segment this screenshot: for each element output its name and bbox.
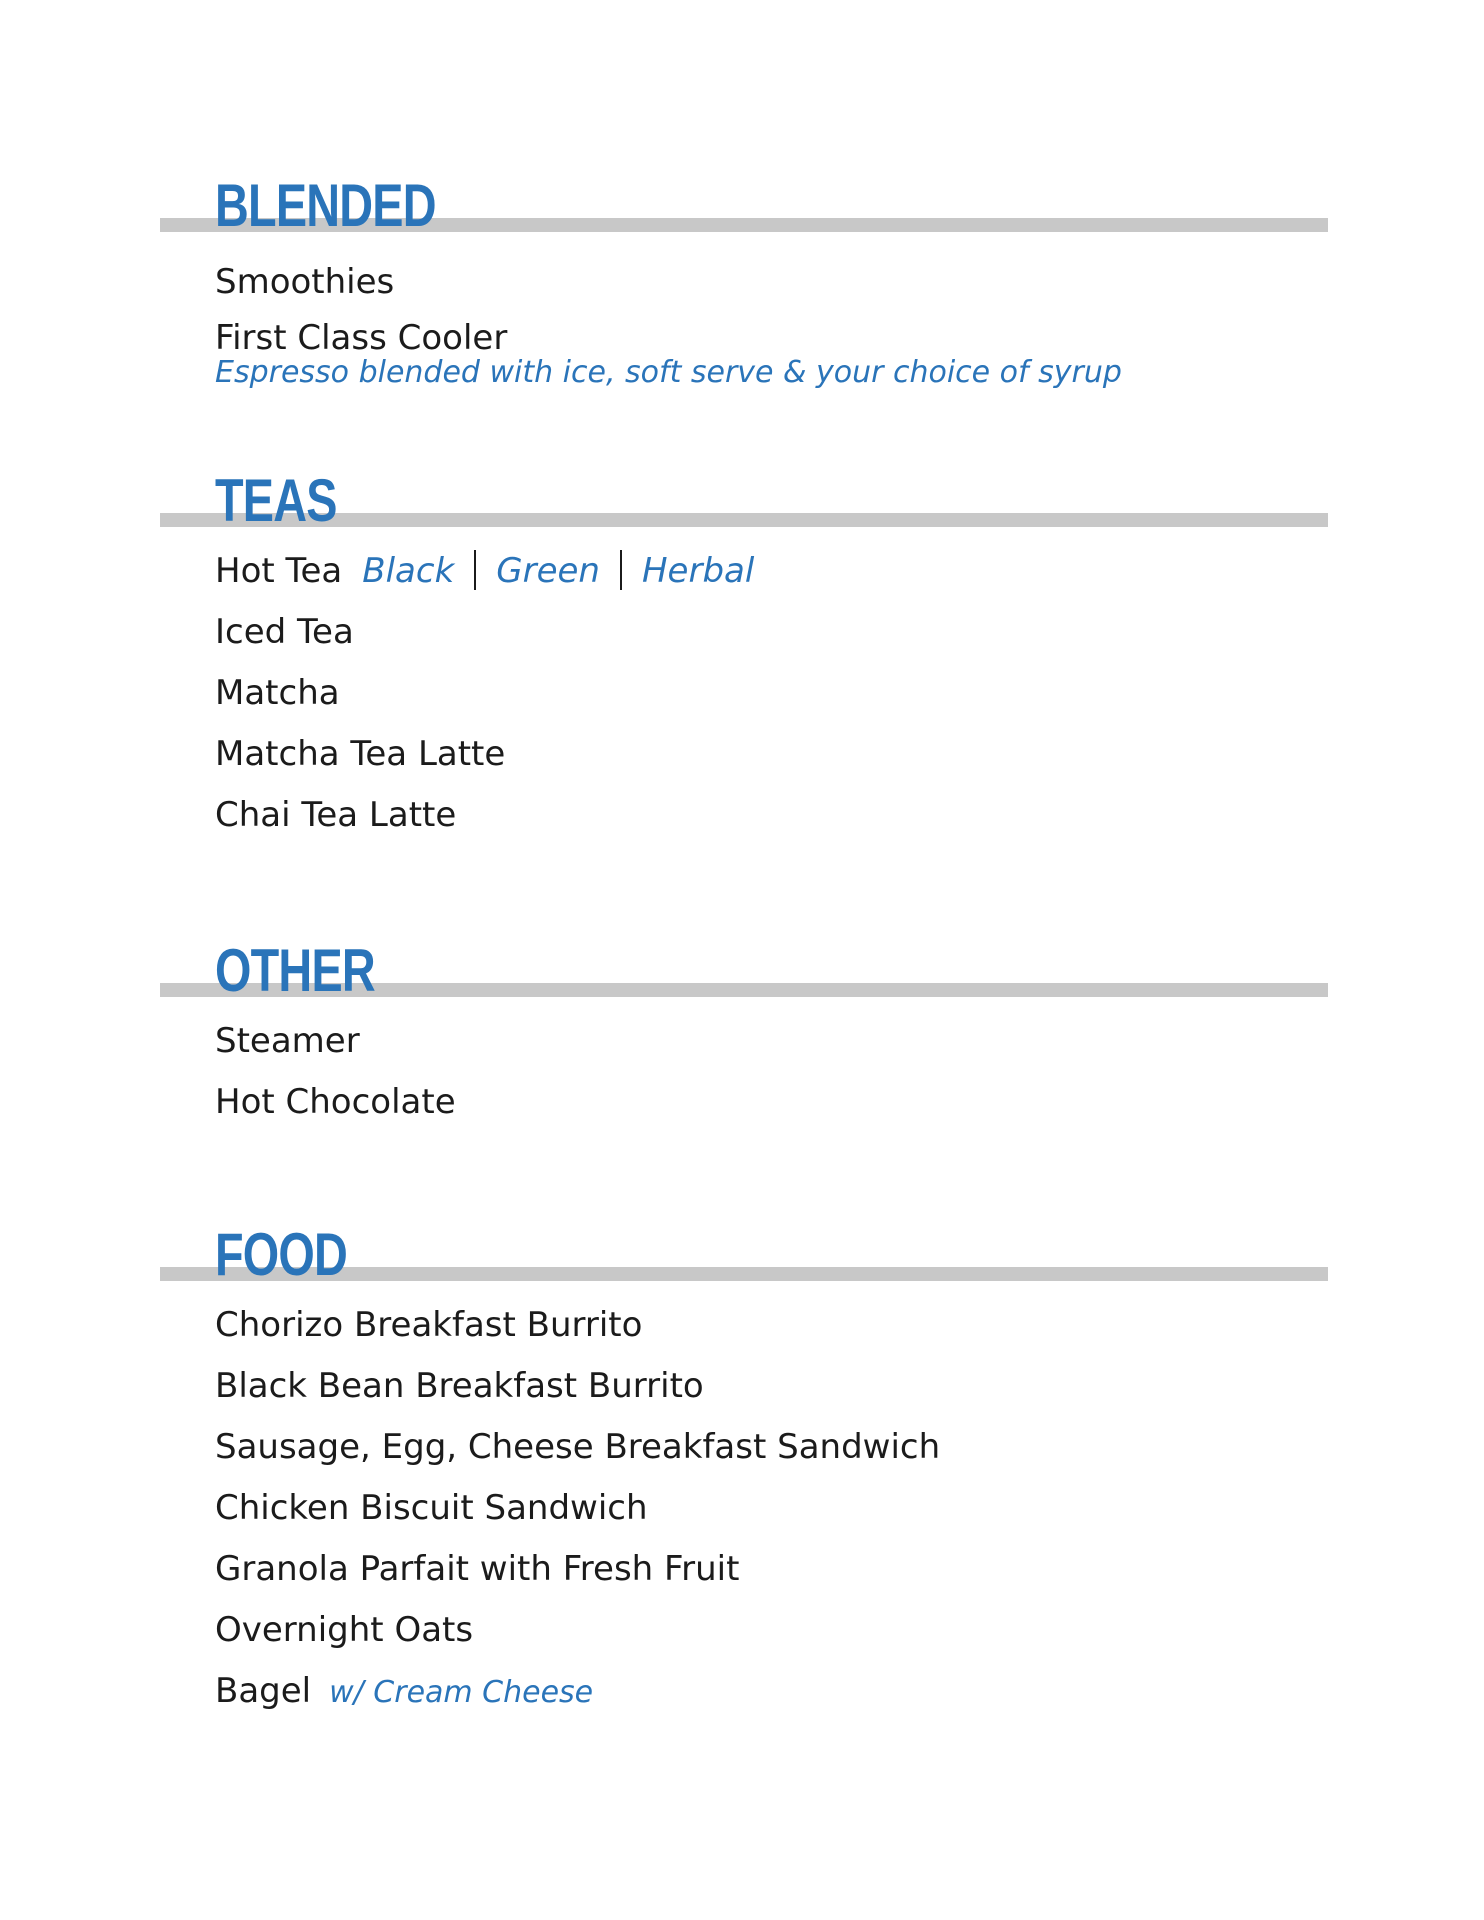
menu-item-hot-tea xyxy=(215,541,1328,602)
menu-list xyxy=(160,541,1328,846)
menu-item: Smoothies xyxy=(215,262,395,302)
option-separator xyxy=(620,550,622,590)
menu-item-label: Hot Tea xyxy=(215,551,343,591)
tea-option-green: Green xyxy=(496,551,600,591)
menu-item-bagel xyxy=(215,1661,1328,1723)
section-title: TEAS xyxy=(215,467,337,534)
section-food xyxy=(160,1199,1328,1723)
section-header xyxy=(160,150,1328,239)
menu-item: Chai Tea Latte xyxy=(215,795,457,835)
menu-item: Steamer xyxy=(215,1021,360,1061)
menu-item: Overnight Oats xyxy=(215,1610,474,1650)
section-title: OTHER xyxy=(215,937,375,1004)
menu-item: Chicken Biscuit Sandwich xyxy=(215,1488,648,1528)
menu-item: Iced Tea xyxy=(215,612,354,652)
menu-item: Hot Chocolate xyxy=(215,1082,456,1122)
menu-item: Matcha Tea Latte xyxy=(215,734,506,774)
section-header xyxy=(160,1199,1328,1288)
section-title: BLENDED xyxy=(215,172,436,239)
menu-item-label: Bagel xyxy=(215,1671,312,1711)
section-other xyxy=(160,915,1328,1133)
menu-item: First Class Cooler xyxy=(215,318,508,358)
menu-item: Sausage, Egg, Cheese Breakfast Sandwich xyxy=(215,1427,941,1467)
menu-item: Granola Parfait with Fresh Fruit xyxy=(215,1549,740,1589)
section-blended xyxy=(160,150,1328,393)
item-description: Espresso blended with ice, soft serve & your choice of syrup xyxy=(215,355,1122,390)
section-header xyxy=(160,915,1328,1004)
menu-item: Chorizo Breakfast Burrito xyxy=(215,1305,643,1345)
section-teas xyxy=(160,445,1328,846)
menu-list xyxy=(160,252,1328,363)
section-header xyxy=(160,445,1328,534)
section-title: FOOD xyxy=(215,1221,348,1288)
menu-item: Matcha xyxy=(215,673,340,713)
menu-list xyxy=(160,1295,1328,1723)
item-addon: w/ Cream Cheese xyxy=(329,1675,594,1710)
option-separator xyxy=(474,550,476,590)
tea-option-black: Black xyxy=(362,551,455,591)
menu-list xyxy=(160,1011,1328,1133)
tea-option-herbal: Herbal xyxy=(641,551,755,591)
menu-item: Black Bean Breakfast Burrito xyxy=(215,1366,704,1406)
